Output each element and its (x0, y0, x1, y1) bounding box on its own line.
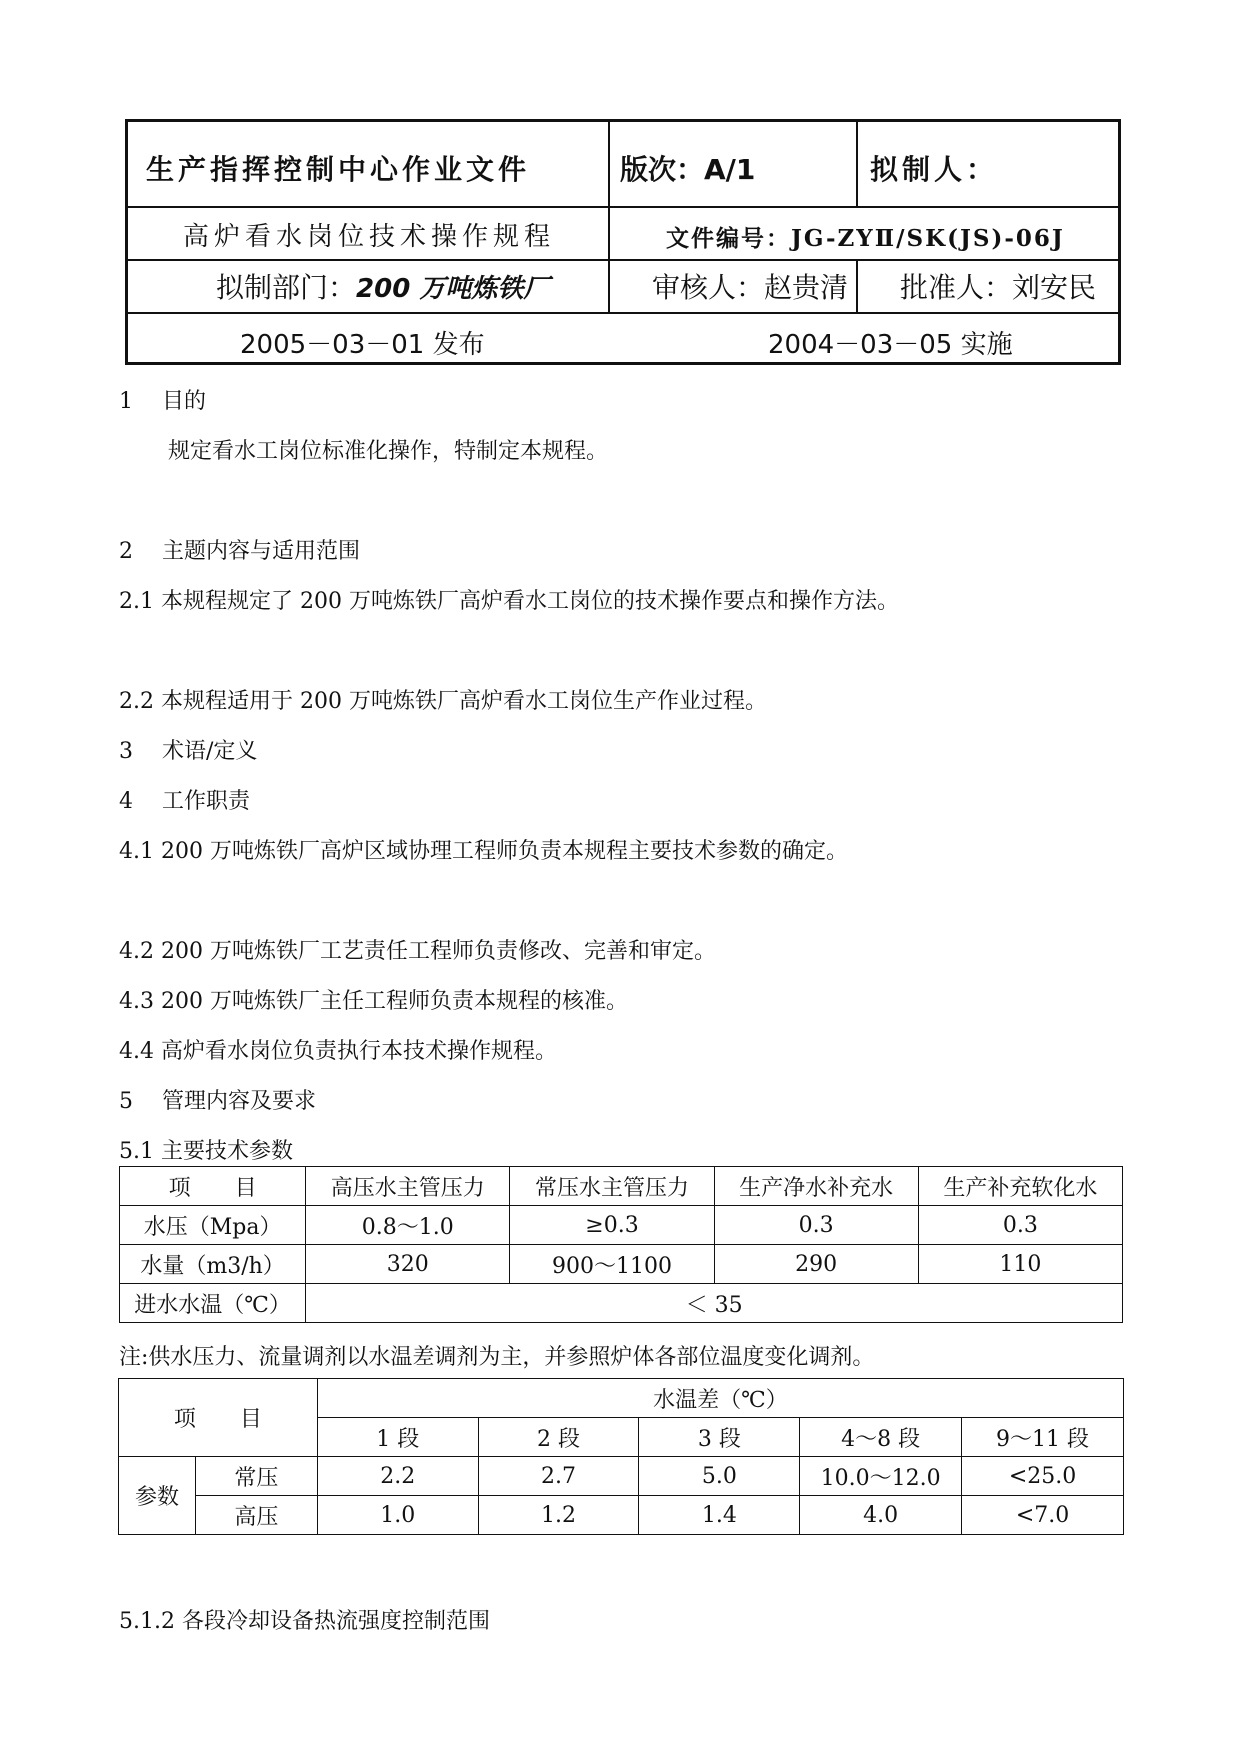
header-cell: 项 目 (119, 1379, 318, 1457)
dept (216, 266, 549, 306)
note: 注:供水压力、流量调剂以水温差调剂为主，并参照炉体各部位温度变化调剂。 (119, 1345, 875, 1370)
section-4-heading: 4 工作职责 (119, 789, 250, 814)
publish-date: 2005－03－01 发布 (240, 330, 485, 360)
table-cell: 10.0～12.0 (800, 1457, 962, 1496)
table-cell: 290 (714, 1245, 918, 1284)
table-row (120, 1245, 1123, 1284)
section-4-4: 4.4 高炉看水岗位负责执行本技术操作规程。 (119, 1039, 557, 1064)
table-cell: <25.0 (962, 1457, 1124, 1496)
header-cell: 4～8 段 (800, 1418, 962, 1457)
table-cell: 4.0 (800, 1496, 962, 1535)
divider (128, 312, 1118, 314)
section-3-heading: 3 术语/定义 (119, 739, 258, 764)
header-cell: 项 目 (120, 1167, 306, 1206)
dept-value: 200 万吨炼铁厂 (356, 274, 550, 304)
table-cell: 0.3 (918, 1206, 1122, 1245)
table-cell: 5.0 (639, 1457, 800, 1496)
doc-title: 高炉看水岗位技术操作规程 (183, 222, 556, 252)
table-cell: ≥0.3 (510, 1206, 714, 1245)
section-4-1: 4.1 200 万吨炼铁厂高炉区域协理工程师负责本规程主要技术参数的确定。 (119, 839, 848, 864)
table-row (119, 1457, 1124, 1496)
table-row (120, 1284, 1123, 1323)
temperature-table (118, 1378, 1124, 1535)
implement-date: 2004－03－05 实施 (768, 330, 1013, 360)
table-cell: 2.2 (317, 1457, 478, 1496)
table-cell: 0.3 (714, 1206, 918, 1245)
table-cell: 0.8～1.0 (306, 1206, 510, 1245)
divider (856, 259, 858, 312)
table-cell: 110 (918, 1245, 1122, 1284)
table-cell: 900～1100 (510, 1245, 714, 1284)
table-cell: 1.2 (478, 1496, 639, 1535)
header-cell: 1 段 (317, 1418, 478, 1457)
document-header (125, 119, 1121, 365)
reviewer: 审核人：赵贵清 (652, 271, 849, 304)
section-4-3: 4.3 200 万吨炼铁厂主任工程师负责本规程的核准。 (119, 989, 628, 1014)
section-5-1-2: 5.1.2 各段冷却设备热流强度控制范围 (119, 1609, 490, 1634)
table-cell: 320 (306, 1245, 510, 1284)
parameter-table (119, 1166, 1123, 1323)
divider (128, 206, 1118, 208)
divider (128, 259, 1118, 261)
table-cell: 进水水温（℃） (120, 1284, 306, 1323)
header-cell: 生产补充软化水 (918, 1167, 1122, 1206)
approver: 批准人：刘安民 (900, 271, 1097, 304)
header-cell: 2 段 (478, 1418, 639, 1457)
table-row (120, 1167, 1123, 1206)
section-1-heading: 1 目的 (119, 389, 206, 414)
table-cell: 常压 (195, 1457, 317, 1496)
divider (608, 122, 610, 312)
header-cell: 高压水主管压力 (306, 1167, 510, 1206)
table-cell: 2.7 (478, 1457, 639, 1496)
table-cell: 1.4 (639, 1496, 800, 1535)
table-cell: 水量（m3/h） (120, 1245, 306, 1284)
section-2-2: 2.2 本规程适用于 200 万吨炼铁厂高炉看水工岗位生产作业过程。 (119, 689, 767, 714)
table-cell: 1.0 (317, 1496, 478, 1535)
drafter: 拟制人： (870, 153, 999, 186)
section-1-text: 规定看水工岗位标准化操作，特制定本规程。 (168, 439, 609, 464)
section-2-1: 2.1 本规程规定了 200 万吨炼铁厂高炉看水工岗位的技术操作要点和操作方法。 (119, 589, 899, 614)
section-4-2: 4.2 200 万吨炼铁厂工艺责任工程师负责修改、完善和审定。 (119, 939, 716, 964)
table-cell: ＜ 35 (306, 1284, 1123, 1323)
header-cell: 常压水主管压力 (510, 1167, 714, 1206)
header-cell: 3 段 (639, 1418, 800, 1457)
header-cell: 生产净水补充水 (714, 1167, 918, 1206)
dept-label: 拟制部门： (216, 271, 357, 304)
table-cell: 高压 (195, 1496, 317, 1535)
table-cell: 水压（Mpa） (120, 1206, 306, 1245)
divider (856, 122, 858, 206)
table-cell: 参数 (119, 1457, 196, 1535)
section-2-heading: 2 主题内容与适用范围 (119, 539, 360, 564)
section-5-heading: 5 管理内容及要求 (119, 1089, 316, 1114)
doc-type: 生产指挥控制中心作业文件 (146, 153, 531, 186)
doc-number: 文件编号：JG-ZYⅡ/SK(JS)-06J (666, 225, 1065, 252)
table-row (119, 1496, 1124, 1535)
version: 版次：A/1 (620, 153, 756, 186)
section-5-1: 5.1 主要技术参数 (119, 1139, 293, 1164)
header-cell: 9～11 段 (962, 1418, 1124, 1457)
table-cell: <7.0 (962, 1496, 1124, 1535)
table-row (120, 1206, 1123, 1245)
table-row (119, 1379, 1124, 1418)
header-cell: 水温差（℃） (317, 1379, 1123, 1418)
